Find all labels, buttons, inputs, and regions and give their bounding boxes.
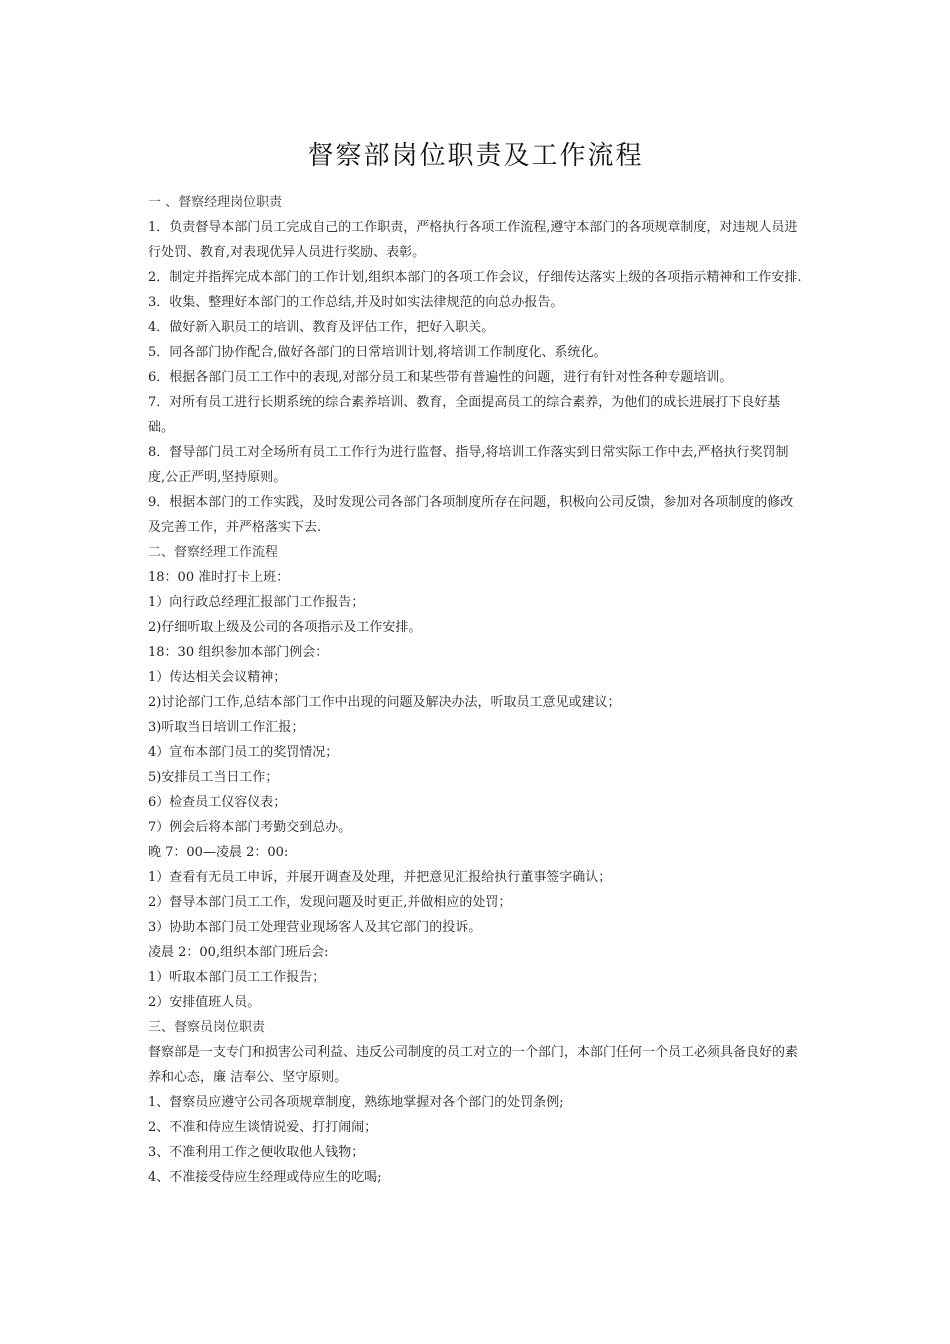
text-line: 1）查看有无员工申诉，并展开调查及处理，并把意见汇报给执行董事签字确认； bbox=[148, 870, 612, 885]
schedule-time-0200: 凌晨 2：00,组织本部门班后会: bbox=[148, 945, 329, 960]
document-body bbox=[148, 136, 803, 1190]
text-line: 9．根据本部门的工作实践，及时发现公司各部门各项制度所存在问题，积极向公司反馈，参加对各项制度的修改及完善工作，并严格落实下去. bbox=[148, 495, 794, 535]
text-line: 2、不准和侍应生谈情说爱、打打闹闹； bbox=[148, 1120, 378, 1135]
schedule-time-evening: 晚 7：00—凌晨 2：00: bbox=[148, 845, 289, 860]
text-line: 2)仔细听取上级及公司的各项指示及工作安排。 bbox=[148, 620, 422, 635]
text-line: 1、督察员应遵守公司各项规章制度，熟练地掌握对各个部门的处罚条例; bbox=[148, 1095, 564, 1110]
text-line: 3)听取当日培训工作汇报； bbox=[148, 720, 305, 735]
text-line: 4．做好新入职员工的培训、教育及评估工作，把好入职关。 bbox=[148, 320, 495, 335]
text-line: 3）协助本部门员工处理营业现场客人及其它部门的投诉。 bbox=[148, 920, 482, 935]
text-line: 7）例会后将本部门考勤交到总办。 bbox=[148, 820, 352, 835]
text-line: 6）检查员工仪容仪表； bbox=[148, 795, 287, 810]
section-heading-3: 三、督察员岗位职责 bbox=[148, 1020, 266, 1035]
schedule-time-1830: 18：30 组织参加本部门例会： bbox=[148, 645, 329, 660]
text-line: 3．收集、整理好本部门的工作总结,并及时如实法律规范的向总办报告。 bbox=[148, 295, 564, 310]
text-line: 5)安排员工当日工作； bbox=[148, 770, 279, 785]
text-line: 3、不准利用工作之便收取他人钱物； bbox=[148, 1145, 365, 1160]
text-line: 7．对所有员工进行长期系统的综合素养培训、教育，全面提高员工的综合素养，为他们的成长进展打下良好基础。 bbox=[148, 395, 781, 435]
text-line: 6．根据各部门员工工作中的表现,对部分员工和某些带有普遍性的问题，进行有针对性各种专题培训。 bbox=[148, 370, 733, 385]
text-line: 1）向行政总经理汇报部门工作报告； bbox=[148, 595, 365, 610]
text-line: 4）宣布本部门员工的奖罚情况； bbox=[148, 745, 339, 760]
text-line: 1）传达相关会议精神； bbox=[148, 670, 287, 685]
text-line: 2）安排值班人员。 bbox=[148, 995, 261, 1010]
text-line: 督察部是一支专门和损害公司利益、违反公司制度的员工对立的一个部门，本部门任何一个员工必须具备良好的素养和心态，廉 洁奉公、坚守原则。 bbox=[148, 1045, 799, 1085]
schedule-time-1800: 18：00 准时打卡上班： bbox=[148, 570, 290, 585]
text-line: 2)讨论部门工作,总结本部门工作中出现的问题及解决办法，听取员工意见或建议； bbox=[148, 695, 621, 710]
text-line: 8．督导部门员工对全场所有员工工作行为进行监督、指导,将培训工作落实到日常实际工作中去,严格执行奖罚制度,公正严明,坚持原则。 bbox=[148, 445, 789, 485]
text-line: 5．同各部门协作配合,做好各部门的日常培训计划,将培训工作制度化、系统化。 bbox=[148, 345, 607, 360]
section-heading-1: 一 、督察经理岗位职责 bbox=[148, 195, 283, 210]
text-line: 4、不准接受侍应生经理或侍应生的吃喝; bbox=[148, 1170, 382, 1185]
text-line: 1）听取本部门员工工作报告； bbox=[148, 970, 326, 985]
section-heading-2: 二、督察经理工作流程 bbox=[148, 545, 279, 560]
text-line: 1．负责督导本部门员工完成自己的工作职责，严格执行各项工作流程,遵守本部门的各项规章制度，对违规人员进行处罚、教育,对表现优异人员进行奖励、表彰。 bbox=[148, 220, 798, 260]
text-line: 2．制定并指挥完成本部门的工作计划,组织本部门的各项工作会议，仔细传达落实上级的各项指示精神和工作安排. bbox=[148, 270, 802, 285]
document-title: 督察部岗位职责及工作流程 bbox=[307, 141, 644, 171]
text-line: 2）督导本部门员工工作，发现问题及时更正,并做相应的处罚； bbox=[148, 895, 512, 910]
